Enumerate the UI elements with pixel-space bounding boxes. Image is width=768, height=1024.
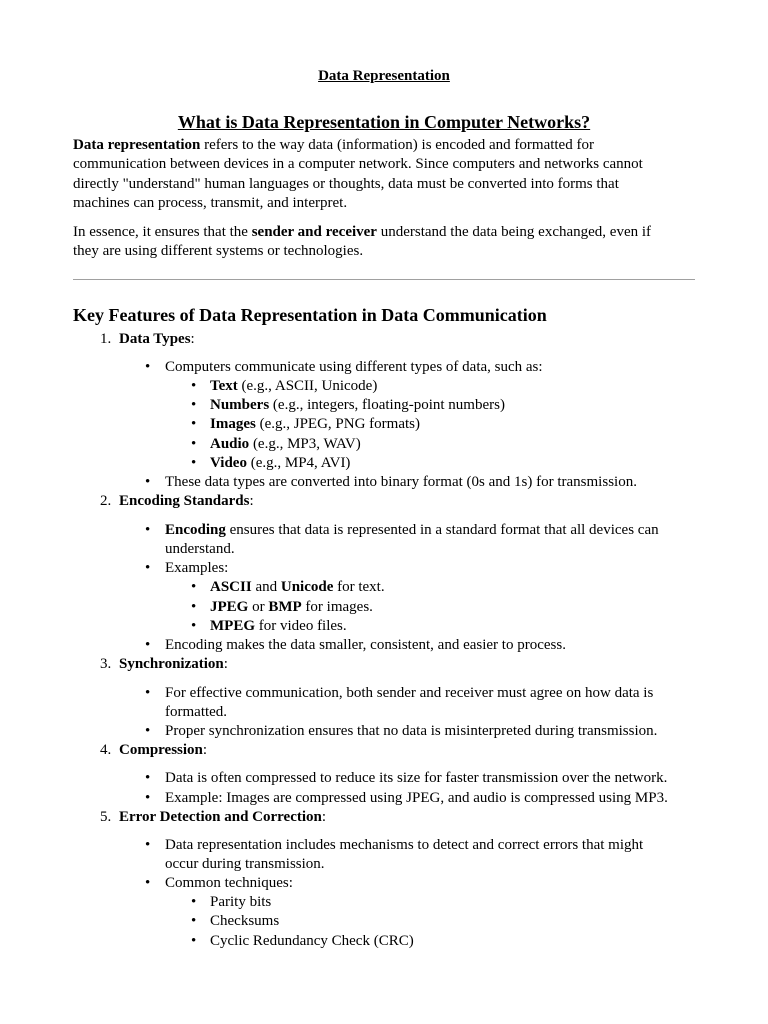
bullet: • <box>145 875 151 891</box>
sub-list-item <box>0 578 768 597</box>
bullet: • <box>145 474 151 490</box>
list-item-text: Proper synchronization ensures that no data is misinterpreted during transmission. <box>165 723 658 739</box>
document-title: Data Representation <box>318 68 450 84</box>
sub-list-item <box>0 617 768 636</box>
intro-paragraph-1 <box>73 136 695 214</box>
list-item-continuation <box>0 855 768 874</box>
sub-item-text: Checksums <box>210 913 280 929</box>
bullet: • <box>145 790 151 806</box>
sub-list-item <box>0 377 768 396</box>
list-item <box>0 722 768 741</box>
sub-item-bold: ASCII <box>210 579 252 595</box>
list-item-text: occur during transmission. <box>165 856 325 872</box>
intro-line-2: communication between devices in a computer network. Since computers and networks cannot <box>73 156 643 173</box>
list-item <box>0 769 768 788</box>
list-item <box>0 521 768 540</box>
list-item <box>0 789 768 808</box>
feature-label: Synchronization <box>119 656 224 672</box>
bullet: • <box>191 579 197 595</box>
sub-item-bold: MPEG <box>210 618 255 634</box>
list-item-text: For effective communication, both sender and receiver must agree on how data is <box>165 685 654 701</box>
list-item-continuation <box>0 703 768 722</box>
list-item-text: Example: Images are compressed using JPEG, and audio is compressed using MP3. <box>165 790 668 806</box>
sub-item-bold: Video <box>210 455 247 471</box>
bullet: • <box>145 685 151 701</box>
list-item-text: formatted. <box>165 704 228 720</box>
bullet: • <box>145 770 151 786</box>
sub-item-text: Parity bits <box>210 894 272 910</box>
section-heading: Key Features of Data Representation in Data Communication <box>73 305 547 325</box>
bullet: • <box>191 933 197 949</box>
list-item-text: ensures that data is represented in a standard format that all devices can <box>225 522 659 538</box>
p2-pre: In essence, it ensures that the <box>73 224 252 240</box>
bullet: • <box>145 560 151 576</box>
sub-item-text: and <box>251 579 281 595</box>
sub-list-item <box>0 598 768 617</box>
sub-item-bold: JPEG <box>210 599 249 615</box>
list-item-text: Computers communicate using different types of data, such as: <box>165 359 543 375</box>
feature-label: Encoding Standards <box>119 493 250 509</box>
sub-item-text: for text. <box>333 579 385 595</box>
feature-number: 4. <box>100 742 112 758</box>
sub-item-bold: Unicode <box>280 579 334 595</box>
sub-list-item <box>0 932 768 951</box>
list-item-text: understand. <box>165 541 235 557</box>
sub-item-text: for video files. <box>255 618 347 634</box>
intro-line-1: refers to the way data (information) is encoded and formatted for <box>200 137 594 153</box>
feature-colon: : <box>321 809 327 825</box>
sub-item-bold: Numbers <box>210 397 270 413</box>
p2-post: understand the data being exchanged, even if <box>376 224 652 240</box>
bullet: • <box>145 359 151 375</box>
list-item-text: Encoding makes the data smaller, consistent, and easier to process. <box>165 637 566 653</box>
sub-item-text: (e.g., MP4, AVI) <box>246 455 351 471</box>
horizontal-rule <box>73 279 695 280</box>
list-item <box>0 684 768 703</box>
bullet: • <box>145 522 151 538</box>
sub-item-text: Cyclic Redundancy Check (CRC) <box>210 933 414 949</box>
bullet: • <box>191 618 197 634</box>
list-item <box>0 473 768 492</box>
list-item-continuation <box>0 540 768 559</box>
list-item-text: These data types are converted into binary format (0s and 1s) for transmission. <box>165 474 637 490</box>
sub-list-item <box>0 454 768 473</box>
feature-number: 2. <box>100 493 112 509</box>
sub-item-text: (e.g., JPEG, PNG formats) <box>255 416 420 432</box>
bullet: • <box>145 837 151 853</box>
list-item-text: Common techniques: <box>165 875 293 891</box>
list-item-text: Data representation includes mechanisms to detect and correct errors that might <box>165 837 644 853</box>
bullet: • <box>191 913 197 929</box>
feature-colon: : <box>202 742 208 758</box>
feature-label: Data Types <box>119 331 191 347</box>
bullet: • <box>145 723 151 739</box>
feature-label: Error Detection and Correction <box>119 809 322 825</box>
list-item-text: Examples: <box>165 560 229 576</box>
intro-bold-term: Data representation <box>73 137 201 153</box>
feature-number: 3. <box>100 656 112 672</box>
bullet: • <box>191 599 197 615</box>
list-item-text: Data is often compressed to reduce its size for faster transmission over the network. <box>165 770 668 786</box>
sub-list-item <box>0 435 768 454</box>
feature-number: 5. <box>100 809 112 825</box>
intro-line-3: directly "understand" human languages or thoughts, data must be converted into forms that <box>73 175 619 192</box>
list-item <box>0 559 768 578</box>
main-heading: What is Data Representation in Computer Networks? <box>177 112 591 132</box>
sub-item-text: or <box>248 599 269 615</box>
feature-number: 1. <box>100 331 112 347</box>
sub-item-bold: Images <box>210 416 256 432</box>
bullet: • <box>191 397 197 413</box>
list-item <box>0 874 768 893</box>
sub-list-item <box>0 396 768 415</box>
bullet: • <box>191 378 197 394</box>
bullet: • <box>145 637 151 653</box>
intro-paragraph-2 <box>73 223 695 262</box>
feature-colon: : <box>249 493 254 509</box>
list-item-bold: Encoding <box>165 522 226 538</box>
sub-list-item <box>0 415 768 434</box>
sub-item-text: (e.g., MP3, WAV) <box>249 436 361 452</box>
bullet: • <box>191 455 197 471</box>
list-item <box>0 836 768 855</box>
sub-item-text: (e.g., integers, floating-point numbers) <box>269 397 505 413</box>
list-item <box>0 636 768 655</box>
sub-item-text: (e.g., ASCII, Unicode) <box>237 378 378 394</box>
bullet: • <box>191 436 197 452</box>
sub-item-text: for images. <box>301 599 373 615</box>
bullet: • <box>191 894 197 910</box>
intro-line-4: machines can process, transmit, and interpret. <box>73 195 348 212</box>
sub-list-item <box>0 912 768 931</box>
sub-item-bold: Audio <box>210 436 250 452</box>
feature-colon: : <box>190 331 195 347</box>
bullet: • <box>191 416 197 432</box>
feature-label: Compression <box>119 742 203 758</box>
list-item <box>0 358 768 377</box>
feature-colon: : <box>223 656 228 672</box>
sub-item-bold: BMP <box>268 599 302 615</box>
p2-line-2: they are using different systems or technologies. <box>73 243 364 260</box>
p2-bold: sender and receiver <box>251 224 377 240</box>
sub-item-bold: Text <box>210 378 238 394</box>
sub-list-item <box>0 893 768 912</box>
